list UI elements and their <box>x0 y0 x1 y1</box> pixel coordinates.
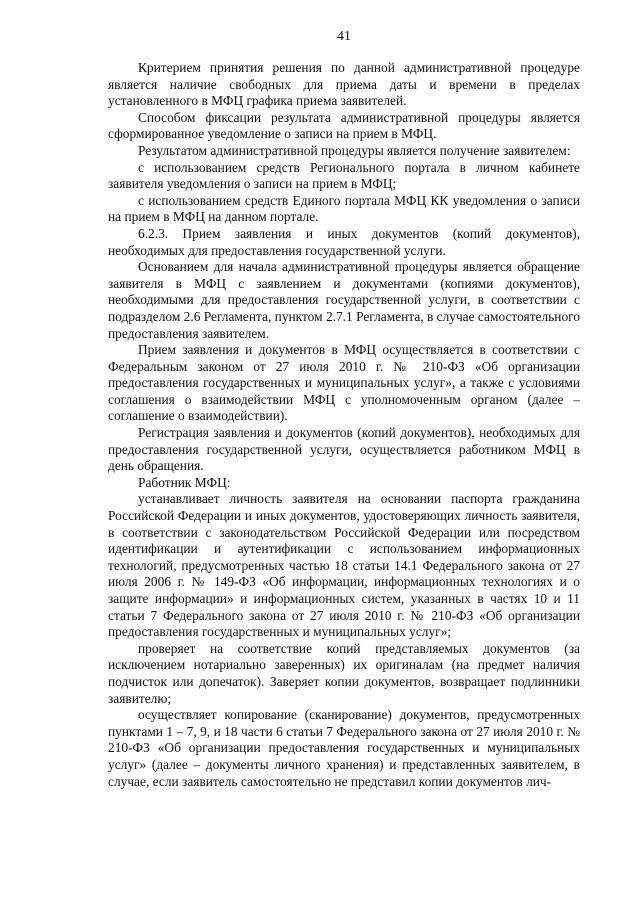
paragraph-copy-verification: проверяет на соответствие копий представляемых документов (за исключением нотариально заверенных) их оригиналам (на предмет наличия подчисток или допечаток). Заверяет копии документов, возвращает подлинники заявителю; <box>108 640 580 706</box>
paragraph-copy-scanning: осуществляет копирование (сканирование) документов, предусмотренных пунктами 1 – 7, 9, и 18 части 6 статьи 7 Федерального закона от 27 июля 2010 г. № 210-ФЗ «Об организации предоставления государственных и муниципальных услуг» (далее – документы личного хранения) и представленных заявителем, в случае, если заявитель самостоятельно не представил копии документов лич- <box>108 707 580 789</box>
paragraph-regional-portal: с использованием средств Регионального портала в личном кабинете заявителя уведомления о записи на прием в МФЦ; <box>108 159 580 192</box>
paragraph-identity-check: устанавливает личность заявителя на основании паспорта гражданина Российской Федерации и иных документов, удостоверяющих личность заявителя, в соответствии с законодательством Российской Федерации или посредством идентификации и аутентификации с использованием информационных технологий, предусмотренных частью 18 статьи 14.1 Федерального закона от 27 июля 2006 г. № 149-ФЗ «Об информации, информационных технологиях и о защите информации» и информационных систем, указанных в частях 10 и 11 статьи 7 Федерального закона от 27 июля 2010 г. № 210-ФЗ «Об организации предоставления государственных и муниципальных услуг»; <box>108 491 580 640</box>
paragraph-procedure-basis: Основанием для начала административной процедуры является обращение заявителя в МФЦ с заявлением и документами (копиями документов), необходимыми для предоставления государственной услуги, в соответствии с подразделом 2.6 Регламента, пунктом 2.7.1 Регламента, в случае самостоятельного предоставления заявителем. <box>108 259 580 341</box>
paragraph-acceptance-law: Прием заявления и документов в МФЦ осуществляется в соответствии с Федеральным законом от 27 июля 2010 г. № 210-ФЗ «Об организации предоставления государственных и муниципальных услуг», а также с условиями соглашения о взаимодействии МФЦ с уполномоченным органом (далее – соглашение о взаимодействии). <box>108 342 580 424</box>
paragraph-registration: Регистрация заявления и документов (копий документов), необходимых для предоставления государственной услуги, осуществляется работником МФЦ в день обращения. <box>108 425 580 474</box>
paragraph-section-6-2-3: 6.2.3. Прием заявления и иных документов (копий документов), необходимых для предоставления государственной услуги. <box>108 225 580 258</box>
paragraph-unified-portal: с использованием средств Единого портала МФЦ КК уведомления о записи на прием в МФЦ на данном портале. <box>108 192 580 225</box>
paragraph-procedure-result: Результатом административной процедуры является получение заявителем: <box>138 142 571 158</box>
page-number: 41 <box>337 29 351 44</box>
paragraph-fixation-method: Способом фиксации результата административной процедуры является сформированное уведомление о записи на прием в МФЦ. <box>108 109 580 142</box>
paragraph-mfc-worker: Работник МФЦ: <box>138 474 231 490</box>
paragraph-decision-criterion: Критерием принятия решения по данной административной процедуре является наличие свободных для приема даты и времени в пределах установленного в МФЦ графика приема заявителей. <box>108 60 580 109</box>
